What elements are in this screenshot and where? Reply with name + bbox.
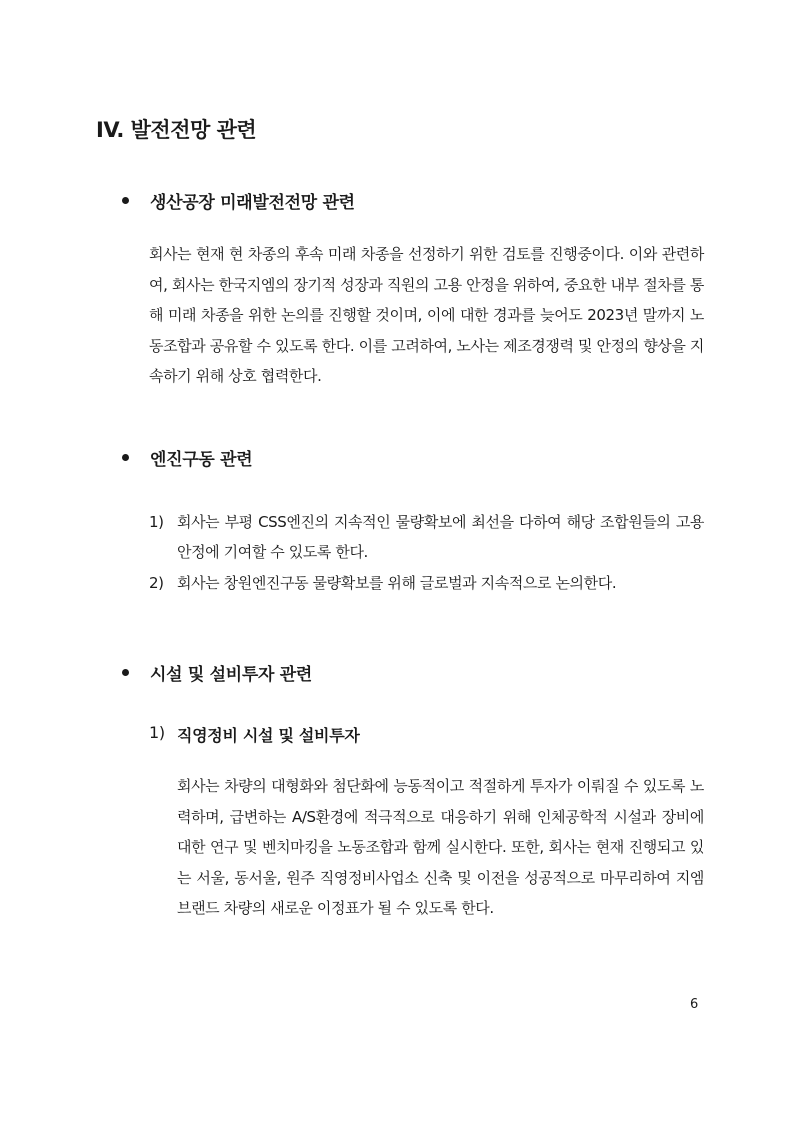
list-item <box>149 507 704 567</box>
section-heading-label: 생산공장 미래발전전망 관련 <box>150 193 355 213</box>
section-heading-facility <box>122 660 312 685</box>
list-item <box>149 568 704 598</box>
section-heading-engine <box>122 445 252 470</box>
sub-paragraph: 회사는 차량의 대형화와 첨단화에 능동적이고 적절하게 투자가 이뤄질 수 있도록 노력하며, 급변하는 A/S환경에 적극적으로 대응하기 위해 인체공학적 시설과 장비에 대한 연구 및 벤치마킹을 노동조합과 함께 실시한다. 또한, 회사는 현재 진행되고 있는 서울, 동서울, 원주 직영정비사업소 신축 및 이전을 성공적으로 마무리하여 지엠 브랜드 차량의 새로운 이정표가 될 수 있도록 한다. <box>177 777 704 917</box>
section-heading-label: 시설 및 설비투자 관련 <box>150 665 312 685</box>
list-item-text: 회사는 부평 CSS엔진의 지속적인 물량확보에 최선을 다하여 해당 조합원들의 고용안정에 기여할 수 있도록 한다. <box>177 513 704 561</box>
bullet-icon <box>122 197 129 204</box>
list-item-number: 2) <box>149 574 164 592</box>
sub-heading-number: 1) <box>149 723 165 742</box>
section-heading-label: 엔진구동 관련 <box>150 450 253 470</box>
section-paragraph-production: 회사는 현재 현 차종의 후속 미래 차종을 선정하기 위한 검토를 진행중이다. 이와 관련하여, 회사는 한국지엠의 장기적 성장과 직원의 고용 안정을 위하여, 중요한 내부 절차를 통해 미래 차종을 위한 논의를 진행할 것이며, 이에 대한 경과를 늦어도 2023년 말까지 노동조합과 공유할 수 있도록 한다. 이를 고려하여, 노사는 제조경쟁력 및 안정의 향상을 지속하기 위해 상호 협력한다. <box>149 245 704 385</box>
section-heading-production <box>122 188 355 213</box>
bullet-icon <box>122 669 129 676</box>
chapter-title: IV. 발전전망 관련 <box>96 118 257 142</box>
page-number: 6 <box>690 997 699 1012</box>
list-item-text: 회사는 창원엔진구동 물량확보를 위해 글로벌과 지속적으로 논의한다. <box>177 574 617 592</box>
sub-heading-label: 직영정비 시설 및 설비투자 <box>177 726 360 745</box>
sub-heading <box>149 723 360 746</box>
list-item-number: 1) <box>149 513 164 531</box>
bullet-icon <box>122 454 129 461</box>
